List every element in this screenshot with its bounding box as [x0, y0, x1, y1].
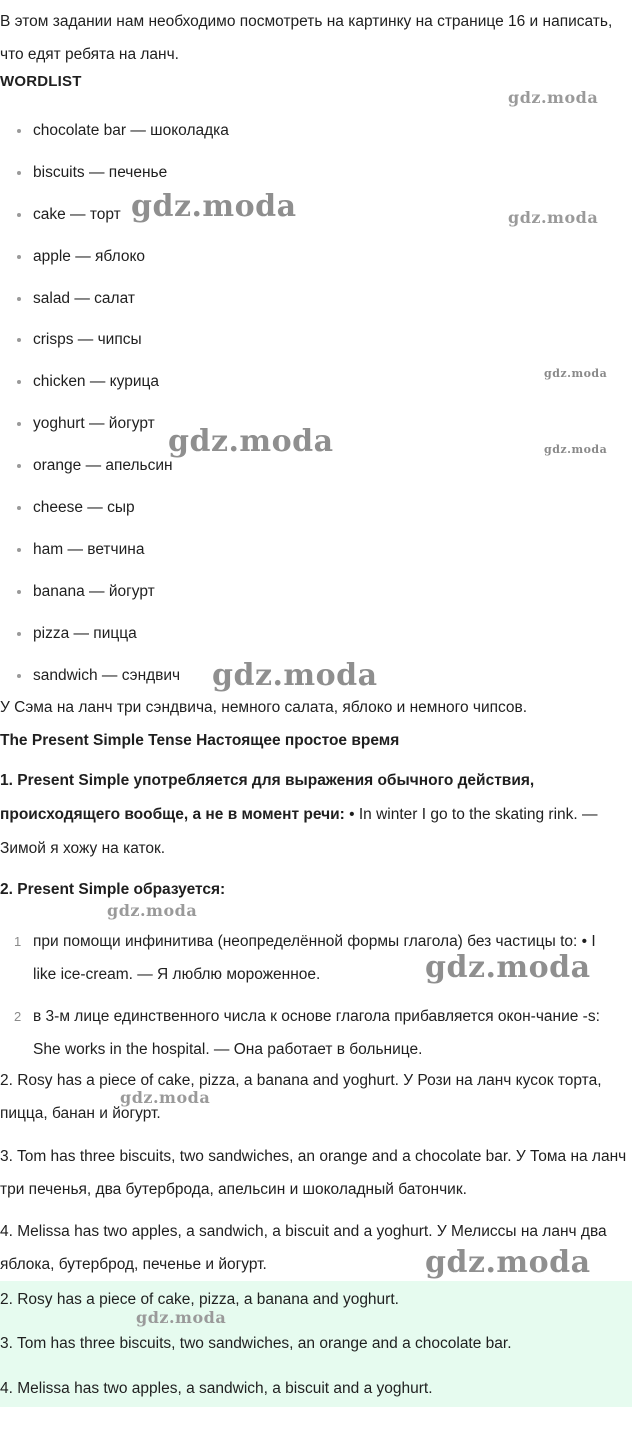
watermark: gdz.moda — [120, 1088, 211, 1107]
answer-paragraph: 3. Tom has three biscuits, two sandwiches, an orange and a chocolate bar. У Тома на ланч три печенья, два бутерброда, апельсин и шоколадный батончик. — [0, 1148, 627, 1198]
watermark: gdz.moda — [425, 1245, 591, 1280]
highlight-answer: 4. Melissa has two apples, a sandwich, a biscuit and a yoghurt. — [0, 1380, 433, 1397]
answer-highlight-box — [0, 1281, 632, 1407]
formation-text: в 3-м лице единственного числа к основе глагола прибавляется окон-чание -s: She works in the hospital. — Она работает в больнице. — [33, 1008, 600, 1058]
wordlist-item: chocolate bar — шоколадка — [0, 110, 229, 152]
formation-text: при помощи инфинитива (неопределённой формы глагола) без частицы to: • I like ice-cream. — Я люблю мороженное. — [33, 933, 596, 983]
grammar-rule-2: 2. Present Simple образуется: — [0, 881, 226, 898]
wordlist-item: crisps — чипсы — [0, 319, 229, 361]
watermark: gdz.moda — [508, 88, 599, 107]
watermark: gdz.moda — [425, 950, 591, 985]
formation-item — [0, 925, 610, 991]
watermark: gdz.moda — [107, 901, 198, 920]
highlight-answer: 2. Rosy has a piece of cake, pizza, a banana and yoghurt. — [0, 1291, 399, 1308]
wordlist-title: WORDLIST — [0, 73, 82, 90]
formation-item — [0, 1000, 610, 1066]
grammar-rule-1 — [0, 764, 625, 866]
wordlist-item: salad — салат — [0, 278, 229, 320]
formation-number: 1 — [14, 934, 22, 949]
highlight-answer: 3. Tom has three biscuits, two sandwiches, an orange and a chocolate bar. — [0, 1335, 512, 1352]
wordlist-item: pizza — пицца — [0, 613, 229, 655]
grammar-rule-1-bold: 1. Present Simple употребляется для выражения обычного действия, происходящего вообще, а не в момент речи: — [0, 772, 535, 823]
wordlist-item: cake — торт — [0, 194, 229, 236]
watermark: gdz.moda — [544, 443, 608, 456]
watermark: gdz.moda — [168, 424, 334, 459]
grammar-heading: The Present Simple Tense Настоящее простое время — [0, 732, 400, 749]
grammar-rule-1-example: • In winter I go to the skating rink. — Зимой я хожу на каток. — [0, 806, 598, 857]
watermark: gdz.moda — [508, 208, 599, 227]
wordlist-item: biscuits — печенье — [0, 152, 229, 194]
wordlist — [0, 110, 229, 696]
wordlist-item: ham — ветчина — [0, 529, 229, 571]
wordlist-item: sandwich — сэндвич — [0, 655, 229, 697]
answer-paragraph: 4. Melissa has two apples, a sandwich, a biscuit and a yoghurt. У Мелиссы на ланч два яблока, бутерброд, печенье и йогурт. — [0, 1223, 607, 1273]
watermark: gdz.moda — [544, 367, 608, 380]
summary-text: У Сэма на ланч три сэндвича, немного салата, яблоко и немного чипсов. — [0, 699, 528, 716]
wordlist-item: apple — яблоко — [0, 236, 229, 278]
wordlist-item: yoghurt — йогурт — [0, 403, 229, 445]
answer-paragraph: 2. Rosy has a piece of cake, pizza, a banana and yoghurt. У Рози на ланч кусок торта, пицца, банан и йогурт. — [0, 1072, 602, 1122]
formation-number: 2 — [14, 1009, 22, 1024]
watermark: gdz.moda — [136, 1308, 227, 1327]
watermark: gdz.moda — [212, 658, 378, 693]
intro-text: В этом задании нам необходимо посмотреть на картинку на странице 16 и написать, что едят ребята на ланч. — [0, 13, 613, 63]
wordlist-item: banana — йогурт — [0, 571, 229, 613]
wordlist-item: orange — апельсин — [0, 445, 229, 487]
watermark: gdz.moda — [131, 189, 297, 224]
wordlist-item: cheese — сыр — [0, 487, 229, 529]
wordlist-item: chicken — курица — [0, 361, 229, 403]
formation-list — [0, 925, 610, 1075]
